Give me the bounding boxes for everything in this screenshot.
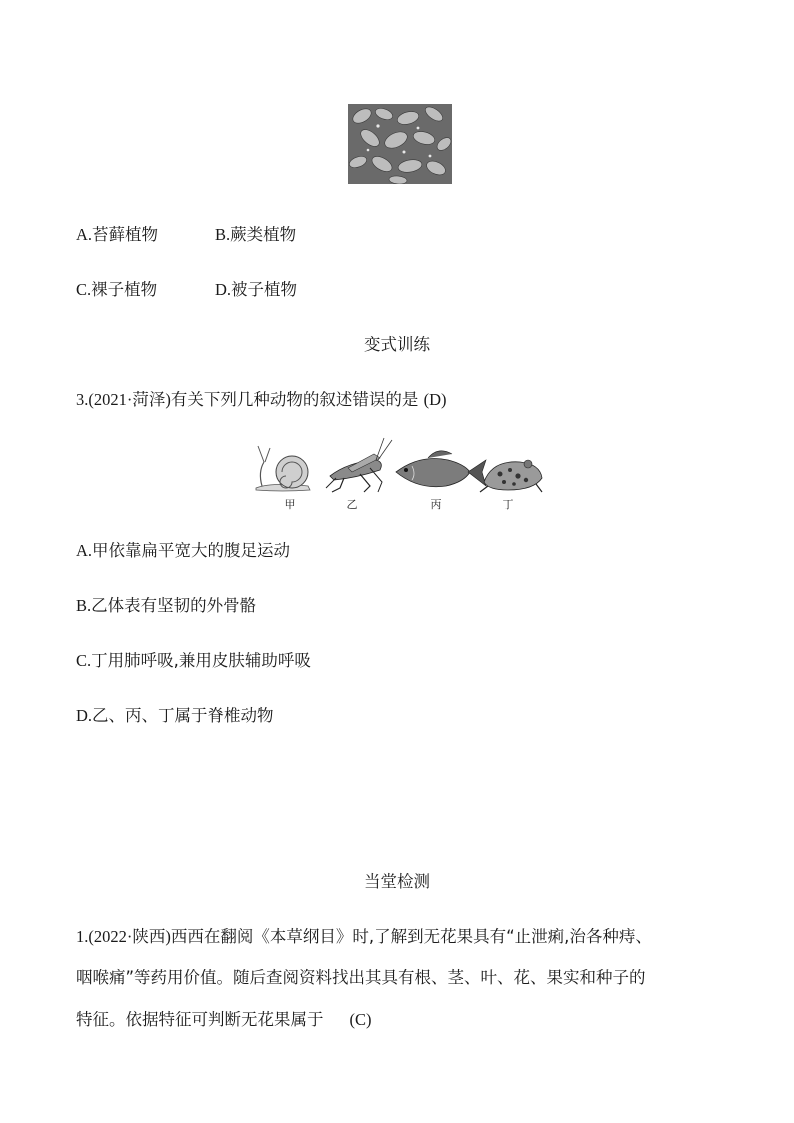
animal-label-ding: 丁 bbox=[502, 498, 514, 511]
option-c-letter: C. bbox=[76, 280, 92, 299]
option-b-letter: B. bbox=[215, 225, 231, 244]
option-c bbox=[76, 278, 157, 302]
question-1-line-1 bbox=[76, 925, 652, 949]
question-1-line-3 bbox=[76, 1008, 372, 1032]
option-text: 乙体表有坚韧的外骨骼 bbox=[91, 596, 257, 615]
option-d bbox=[215, 278, 297, 302]
question-1-text-1: 西西在翻阅《本草纲目》时,了解到无花果具有“止泄痢,治各种痔、 bbox=[170, 927, 652, 946]
animal-label-yi: 乙 bbox=[346, 498, 358, 511]
option-letter: B. bbox=[76, 596, 92, 615]
option-text: 乙、丙、丁属于脊椎动物 bbox=[92, 706, 274, 725]
option-a-text: 苔藓植物 bbox=[92, 225, 159, 244]
section-heading-variant: 变式训练 bbox=[364, 335, 430, 354]
snail-icon bbox=[256, 446, 310, 491]
option-text: 丁用肺呼吸,兼用皮肤辅助呼吸 bbox=[91, 651, 311, 670]
question-3-option-d bbox=[76, 704, 274, 728]
option-b-text: 蕨类植物 bbox=[230, 225, 297, 244]
question-3-option-b bbox=[76, 594, 256, 618]
fish-icon bbox=[396, 451, 486, 487]
grasshopper-icon bbox=[326, 438, 392, 492]
question-3-prefix: 3.(2021·菏泽) bbox=[76, 390, 171, 409]
option-d-letter: D. bbox=[215, 280, 232, 299]
question-3-answer: (D) bbox=[423, 390, 447, 409]
option-a-letter: A. bbox=[76, 225, 93, 244]
question-3-option-c bbox=[76, 649, 311, 673]
question-3-option-a bbox=[76, 539, 290, 563]
frog-icon bbox=[480, 460, 542, 492]
option-text: 甲依靠扁平宽大的腹足运动 bbox=[92, 541, 291, 560]
option-letter: D. bbox=[76, 706, 93, 725]
question-1-line-2: 咽喉痛”等药用价值。随后查阅资料找出其具有根、茎、叶、花、果实和种子的 bbox=[76, 968, 646, 987]
option-c-text: 裸子植物 bbox=[91, 280, 158, 299]
animal-label-bing: 丙 bbox=[430, 498, 442, 511]
option-letter: A. bbox=[76, 541, 93, 560]
animal-label-jia: 甲 bbox=[284, 498, 296, 511]
question-3-text: 有关下列几种动物的叙述错误的是 bbox=[170, 390, 419, 409]
option-letter: C. bbox=[76, 651, 92, 670]
option-a bbox=[76, 223, 158, 247]
question-1-answer: (C) bbox=[349, 1010, 372, 1029]
plant-photo bbox=[348, 104, 452, 184]
option-d-text: 被子植物 bbox=[231, 280, 298, 299]
question-1-prefix: 1.(2022·陕西) bbox=[76, 927, 171, 946]
section-heading-check: 当堂检测 bbox=[364, 872, 430, 891]
question-3-stem bbox=[76, 388, 447, 412]
option-b bbox=[215, 223, 296, 247]
question-1-text-3: 特征。依据特征可判断无花果属于 bbox=[76, 1010, 324, 1029]
